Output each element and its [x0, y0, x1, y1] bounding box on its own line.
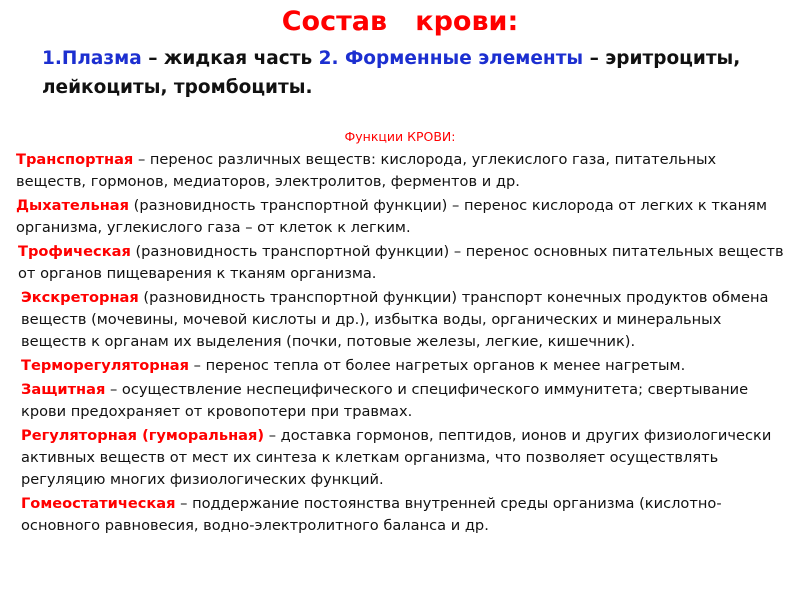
function-item-transport: [16, 149, 790, 193]
function-item-homeostatic: [21, 493, 790, 537]
function-term: Гомеостатическая: [21, 495, 176, 512]
function-text: (разновидность транспортной функции) – перенос кислорода от легких к тканям организма, углекислого газа – от клеток к легким.: [16, 197, 767, 236]
function-term: Экскреторная: [21, 289, 139, 306]
function-term: Защитная: [21, 381, 106, 398]
function-text: – перенос тепла от более нагретых органов к менее нагретым.: [189, 357, 686, 374]
plasma-label: 1.Плазма: [42, 48, 142, 69]
plasma-description: – жидкая часть: [141, 48, 319, 69]
function-item-excretory: [21, 287, 790, 353]
function-item-thermoregulatory: [21, 355, 790, 377]
blood-composition: [42, 44, 762, 102]
function-term: Терморегуляторная: [21, 357, 190, 374]
function-item-regulatory: [21, 425, 790, 491]
formed-elements-label: 2. Форменные элементы: [318, 48, 584, 69]
function-term: Трофическая: [18, 243, 131, 260]
function-term: Транспортная: [16, 151, 134, 168]
function-text: – перенос различных веществ: кислорода, углекислого газа, питательных веществ, гормонов, медиаторов, электролитов, ферментов и др.: [16, 151, 717, 190]
function-text: – поддержание постоянства внутренней среды организма (кислотно-основного равновесия, водно-электролитного баланса и др.: [21, 495, 722, 534]
function-term: Дыхательная: [16, 197, 130, 214]
functions-list: [16, 149, 790, 539]
function-item-protective: [21, 379, 790, 423]
function-item-trophic: [18, 241, 790, 285]
function-term: Регуляторная (гуморальная): [21, 427, 265, 444]
function-text: (разновидность транспортной функции) – перенос основных питательных веществ от органов пищеварения к тканям организма.: [18, 243, 784, 282]
function-text: – доставка гормонов, пептидов, ионов и других физиологически активных веществ от мест их синтеза к клеткам организма, что позволяет осуществлять регуляцию многих физиологических функций.: [21, 427, 772, 488]
function-text: (разновидность транспортной функции) транспорт конечных продуктов обмена веществ (мочевины, мочевой кислоты и др.), избытка воды, органических и минеральных веществ к органам их выделения (почки, потовые железы, легкие, кишечник).: [21, 289, 769, 350]
functions-heading: Функции КРОВИ:: [344, 129, 456, 144]
slide-title: Состав крови:: [281, 6, 519, 37]
formed-elements-description: – эритроциты, лейкоциты, тромбоциты.: [42, 48, 741, 98]
function-item-respiratory: [16, 195, 790, 239]
function-text: – осуществление неспецифического и специфического иммунитета; свертывание крови предохраняет от кровопотери при травмах.: [21, 381, 749, 420]
